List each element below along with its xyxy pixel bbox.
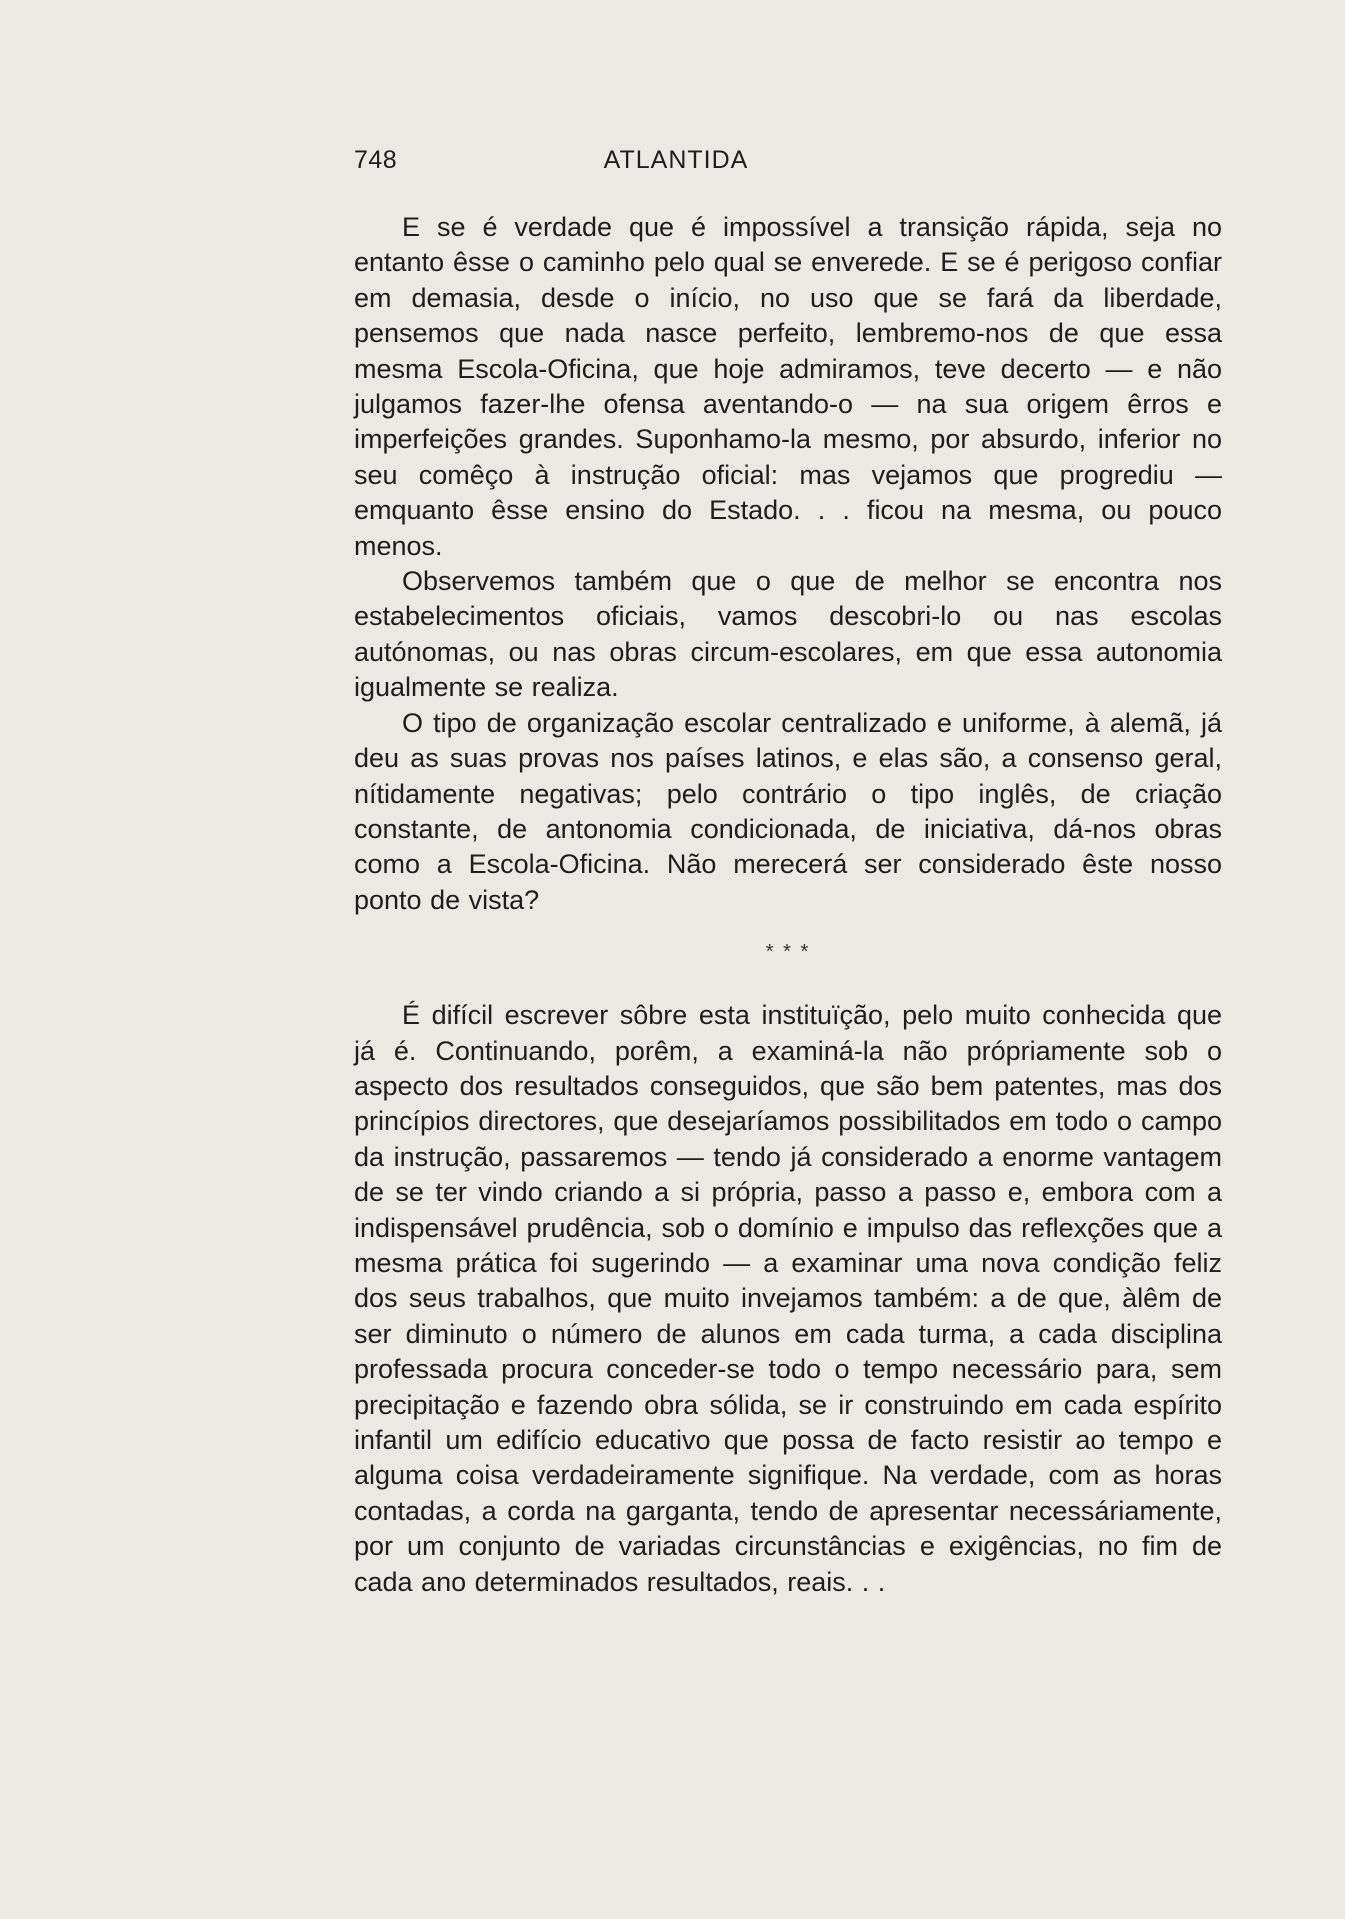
paragraph-3: O tipo de organização escolar centralizado e uniforme, à alemã, já deu as suas provas nos países latinos, e elas são, a consenso geral, nítidamente negativas; pelo contrário o tipo inglês, de criação constante, de antonomia condicionada, de iniciativa, dá-nos obras como a Escola-Oficina. Não merecerá ser considerado êste nosso ponto de vista? [354, 707, 1222, 915]
page-header [354, 146, 998, 180]
paragraph-2: Observemos também que o que de melhor se encontra nos estabelecimentos oficiais, vamos descobri-lo ou nas escolas autónomas, ou nas obras circum-escolares, em que essa autonomia igualmente se realiza. [354, 566, 1222, 703]
body-text [354, 210, 1222, 1600]
running-title: ATLANTIDA [603, 146, 749, 174]
paragraph-1: E se é verdade que é impossível a transição rápida, seja no entanto êsse o caminho pelo qual se enverede. E se é perigoso confiar em demasia, desde o início, no uso que se fará da liberdade, pensemos que nada nasce perfeito, lembremo-nos de que essa mesma Escola-Oficina, que hoje admiramos, teve decerto — e não julgamos fazer-lhe ofensa aventando-o — na sua origem êrros e imperfeições grandes. Suponhamo-la mesmo, por absurdo, inferior no seu comêço à instrução oficial: mas vejamos que progrediu — emquanto êsse ensino do Estado. . . ficou na mesma, ou pouco menos. [354, 212, 1222, 561]
section-separator: * * * [765, 941, 811, 964]
page-number: 748 [354, 146, 398, 174]
paragraph-4: É difícil escrever sôbre esta instituïção, pelo muito conhecida que já é. Continuando, porêm, a examiná-la não própriamente sob o aspecto dos resultados conseguidos, que são bem patentes, mas dos princípios directores, que desejaríamos possibilitados em todo o campo da instrução, passaremos — tendo já considerado a enorme vantagem de se ter vindo criando a si própria, passo a passo e, embora com a indispensável prudência, sob o domínio e impulso das reflexções que a mesma prática foi sugerindo — a examinar uma nova condição feliz dos seus trabalhos, que muito invejamos também: a de que, àlêm de ser diminuto o número de alunos em cada turma, a cada disciplina professada procura conceder-se todo o tempo necessário para, sem precipitação e fazendo obra sólida, se ir construindo em cada espírito infantil um edifício educativo que possa de facto resistir ao tempo e alguma coisa verdadeiramente signifique. Na verdade, com as horas contadas, a corda na garganta, tendo de apresentar necessáriamente, por um conjunto de variadas circunstâncias e exigências, no fim de cada ano determinados resultados, reais. . . [354, 1000, 1222, 1597]
